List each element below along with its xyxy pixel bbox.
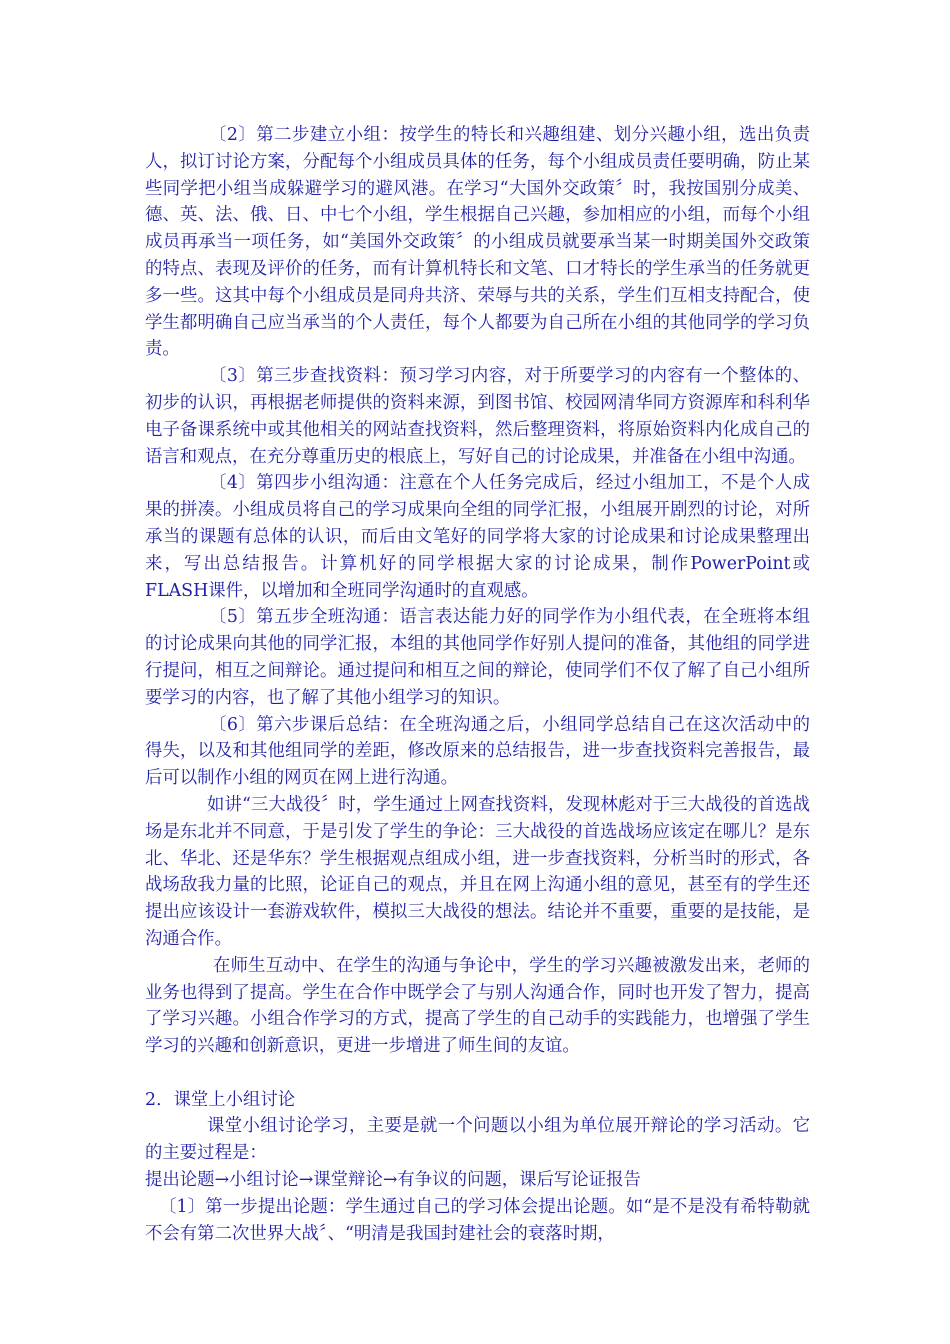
paragraph-summary: 在师生互动中、在学生的沟通与争论中，学生的学习兴趣被激发出来，老师的业务也得到了提高。学生在合作中既学会了与别人沟通合作，同时也开发了智力，提高了学习兴趣。小组合作学习的方式，提高了学生的自己动手的实践能力，也增强了学生学习的兴趣和创新意识，更进一步增进了师生间的友谊。 [145, 955, 810, 1057]
paragraph-step-6: 〔6〕第六步课后总结：在全班沟通之后，小组同学总结自己在这次活动中的得失，以及和其他组同学的差距，修改原来的总结报告，进一步查找资料完善报告，最后可以制作小组的网页在网上进行沟通。 [145, 714, 810, 789]
document-page [145, 122, 810, 1247]
paragraph-step-5: 〔5〕第五步全班沟通：语言表达能力好的同学作为小组代表，在全班将本组的讨论成果向其他的同学汇报，本组的其他同学作好别人提问的准备，其他组的同学进行提问，相互之间辩论。通过提问和相互之间的辩论，使同学们不仅了解了自己小组所要学习的内容，也了解了其他小组学习的知识。 [145, 607, 810, 708]
section-heading: 2．课堂上小组讨论 [145, 1089, 296, 1110]
paragraph-example: 如讲“三大战役〞时，学生通过上网查找资料，发现林彪对于三大战役的首选战场是东北并不同意，于是引发了学生的争论：三大战役的首选战场应该定在哪儿？是东北、华北、还是华东？学生根据观点组成小组，进一步查找资料，分析当时的形式，各战场敌我力量的比照，论证自己的观点，并且在网上沟通小组的意见，甚至有的学生还提出应该设计一套游戏软件，模拟三大战役的想法。结论并不重要，重要的是技能，是沟通合作。 [145, 794, 810, 949]
process-flow: 提出论题→小组讨论→课堂辩论→有争议的问题，课后写论证报告 [145, 1170, 641, 1191]
paragraph-step-2: 〔2〕第二步建立小组：按学生的特长和兴趣组建、划分兴趣小组，选出负责人，拟订讨论方案，分配每个小组成员具体的任务，每个小组成员责任要明确，防止某些同学把小组当成躲避学习的避风港。在学习“大国外交政策〞时，我按国别分成美、德、英、法、俄、日、中七个小组，学生根据自己兴趣，参加相应的小组，而每个小组成员再承当一项任务，如“美国外交政策〞的小组成员就要承当某一时期美国外交政策的特点、表现及评价的任务，而有计算机特长和文笔、口才特长的学生承当的任务就更多一些。这其中每个小组成员是同舟共济、荣辱与共的关系，学生们互相支持配合，使学生都明确自己应当承当的个人责任，每个人都要为自己所在小组的其他同学的学习负责。 [145, 125, 810, 360]
paragraph-step-3: 〔3〕第三步查找资料：预习学习内容，对于所要学习的内容有一个整体的、初步的认识，再根据老师提供的资料来源，到图书馆、校园网清华同方资源库和科利华电子备课系统中或其他相关的网站查找资料，然后整理资料，将原始资料内化成自己的语言和观点，在充分尊重历史的根底上，写好自己的讨论成果，并准备在小组中沟通。 [145, 366, 810, 467]
paragraph-step-1: 〔1〕第一步提出论题：学生通过自己的学习体会提出论题。如“是不是没有希特勒就不会有第二次世界大战〞、“明清是我国封建社会的衰落时期， [145, 1196, 810, 1244]
section-intro: 课堂小组讨论学习，主要是就一个问题以小组为单位展开辩论的学习活动。它的主要过程是： [145, 1116, 810, 1164]
paragraph-step-4: 〔4〕第四步小组沟通：注意在个人任务完成后，经过小组加工，不是个人成果的拼凑。小组成员将自己的学习成果向全组的同学汇报，小组展开剧烈的讨论，对所承当的课题有总体的认识，而后由文笔好的同学将大家的讨论成果和讨论成果整理出来，写出总结报告。计算机好的同学根据大家的讨论成果，制作PowerPoint或FLASH课件，以增加和全班同学沟通时的直观感。 [145, 473, 810, 601]
